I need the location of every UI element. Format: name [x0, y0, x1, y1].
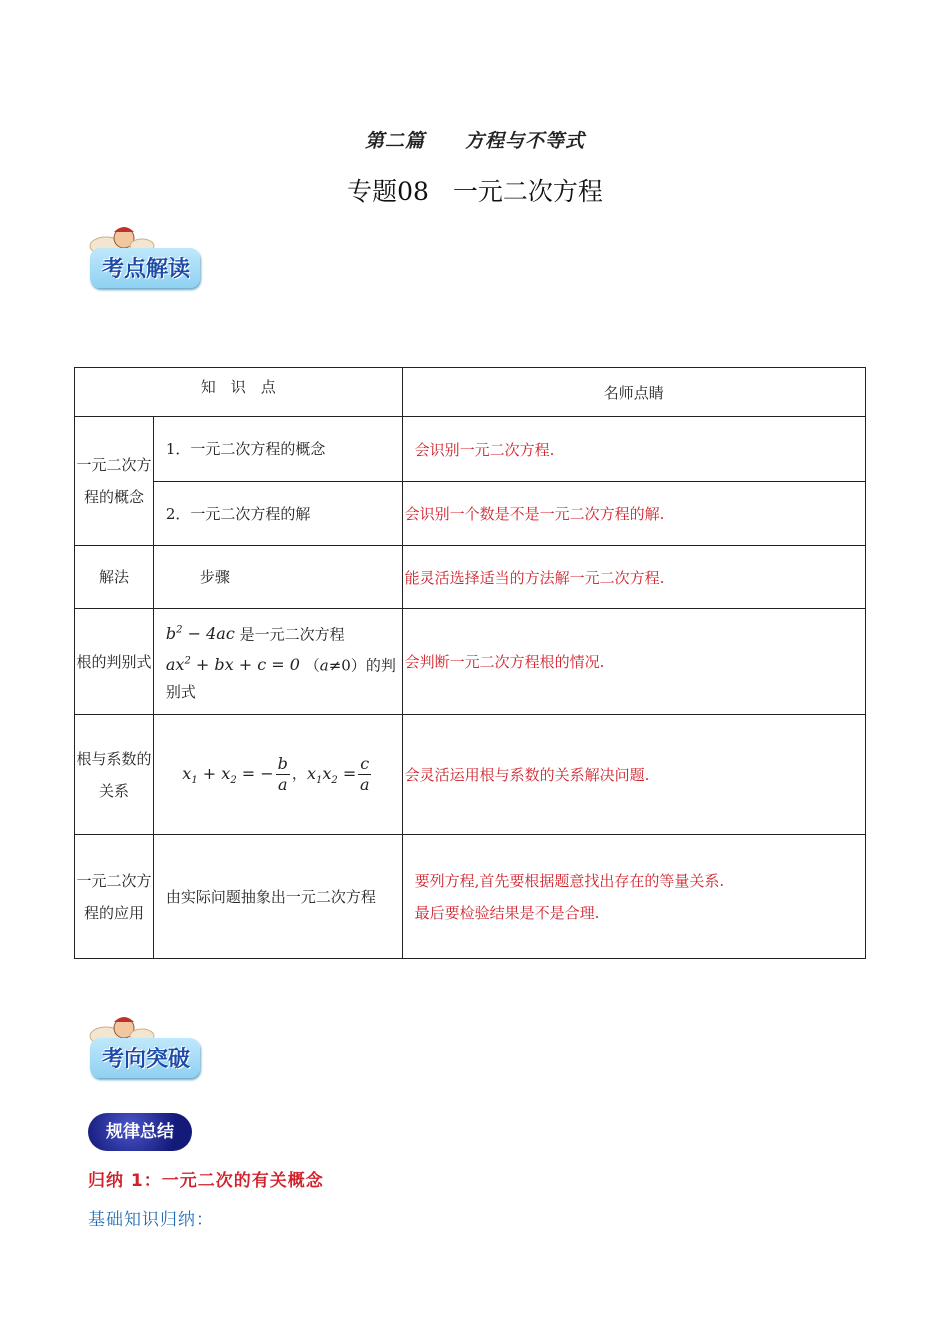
exam-points-label: 考点解读: [101, 256, 190, 282]
breakthrough-banner: [82, 1012, 204, 1086]
topic-name: 一元二次方程: [452, 177, 603, 206]
row-point: 步骤: [153, 546, 402, 609]
row-category: 解法: [75, 546, 154, 609]
row-category: 一元二次方程的概念: [75, 417, 154, 546]
section-subheading: 基础知识归纳：: [88, 1210, 214, 1230]
row-point: 2．一元二次方程的解: [153, 482, 402, 546]
discriminant-text: 是一元二次方程: [239, 625, 345, 643]
row-tip-line2: 最后要检验结果是不是合理.: [414, 903, 600, 922]
discriminant-suffix: 的判别式: [165, 656, 396, 702]
row-tip: 会识别一个数是不是一元二次方程的解.: [402, 482, 865, 546]
table-row: [75, 546, 866, 609]
header-knowledge: 知 识 点: [75, 368, 403, 417]
table-row: [75, 835, 866, 959]
row-category: 一元二次方程的应用: [75, 835, 154, 959]
row-tip: [402, 835, 865, 959]
part-name: 方程与不等式: [465, 130, 586, 152]
row-category: 根的判别式: [75, 609, 154, 715]
row-tip: 会灵活运用根与系数的关系解决问题.: [402, 715, 865, 835]
knowledge-table: [74, 367, 866, 959]
vieta-formula: $x_1 + x_2$ = − $\frac{b}{a}$ ，$x_1x_2$ = $\frac{c}{a}$: [153, 715, 402, 835]
row-category: 根与系数的关系: [75, 715, 154, 835]
header-tips: 名师点睛: [402, 368, 865, 417]
table-row: [75, 417, 866, 482]
row-tip-line1: 要列方程,首先要根据题意找出存在的等量关系.: [414, 871, 725, 890]
table-row: [75, 715, 866, 835]
table-header-row: [75, 368, 866, 417]
row-tip: 会判断一元二次方程根的情况.: [402, 609, 865, 715]
table-row: [75, 482, 866, 546]
row-tip: 会识别一元二次方程.: [402, 417, 865, 482]
exam-points-banner: [82, 222, 204, 296]
part-label: 第二篇: [364, 130, 425, 152]
topic-title: [0, 172, 950, 208]
row-tip: 能灵活选择适当的方法解一元二次方程.: [402, 546, 865, 609]
topic-label: 专题08: [347, 177, 429, 206]
part-title: [0, 126, 950, 153]
quadratic-general-form: $ax^2$ + bx + c = 0: [165, 655, 300, 675]
breakthrough-label: 考向突破: [101, 1046, 190, 1072]
section-heading: 归纳 1：一元二次的有关概念: [88, 1171, 324, 1191]
nonzero-condition: （a≠0）: [304, 656, 366, 675]
row-point: 由实际问题抽象出一元二次方程: [153, 835, 402, 959]
discriminant-formula: $b^2 - 4ac$: [165, 624, 235, 643]
table-row: [75, 609, 866, 715]
row-point: 1．一元二次方程的概念: [153, 417, 402, 482]
summary-pill: 规律总结: [88, 1113, 192, 1151]
row-point: [153, 609, 402, 715]
